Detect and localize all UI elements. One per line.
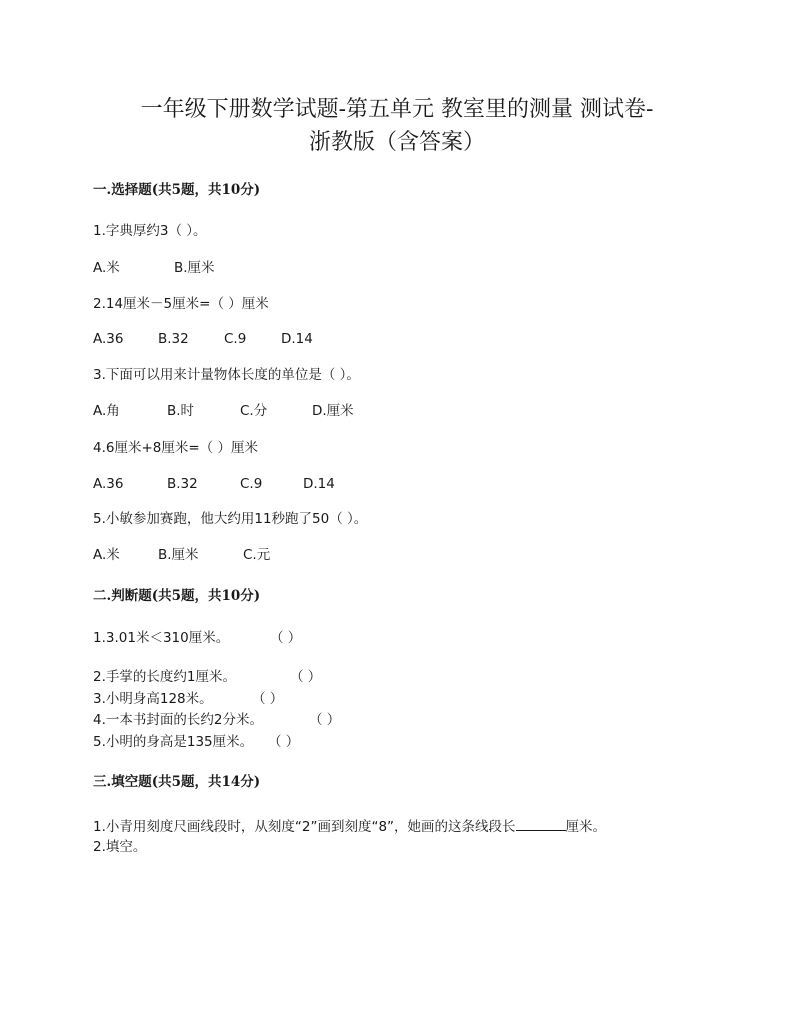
option: D.14 — [303, 476, 335, 492]
option: B.厘米 — [158, 547, 199, 563]
option: A.36 — [93, 476, 124, 492]
option: A.角 — [93, 403, 120, 419]
question-text: 2.填空。 — [93, 839, 147, 855]
question-text: 3.小明身高128米。 — [93, 691, 213, 707]
question-text: 1.小青用刻度尺画线段时，从刻度“2”画到刻度“8”，她画的这条线段长 — [93, 819, 516, 835]
question-text: 5.小明的身高是135厘米。 — [93, 734, 254, 750]
option: B.32 — [167, 476, 198, 492]
question-text: 4.6厘米+8厘米=（ ）厘米 — [93, 440, 258, 456]
document-title-line1: 一年级下册数学试题-第五单元 教室里的测量 测试卷- — [140, 97, 654, 122]
question-text: 1.字典厚约3（ ）。 — [93, 223, 207, 239]
section-heading-choice: 一.选择题(共5题，共10分) — [93, 182, 261, 198]
question-text: 4.一本书封面的长约2分米。 — [93, 712, 263, 728]
fill-question-1 — [93, 817, 606, 836]
answer-paren: （ ） — [290, 669, 322, 685]
question-text: 3.下面可以用来计量物体长度的单位是（ ）。 — [93, 367, 360, 383]
option: C.9 — [240, 476, 263, 492]
question-text: 1.3.01米＜310厘米。 — [93, 630, 230, 646]
option: A.米 — [93, 547, 120, 563]
section-heading-fill: 三.填空题(共5题，共14分) — [93, 774, 261, 790]
answer-blank — [516, 817, 566, 831]
option: B.厘米 — [174, 260, 215, 276]
option: B.时 — [167, 403, 195, 419]
option: A.36 — [93, 331, 124, 347]
question-text-suffix: 厘米。 — [565, 819, 607, 835]
option: D.14 — [281, 331, 313, 347]
question-text: 2.手掌的长度约1厘米。 — [93, 669, 236, 685]
option: D.厘米 — [312, 403, 354, 419]
document-title-line2: 浙教版（含答案） — [308, 130, 485, 155]
option: C.分 — [240, 403, 268, 419]
answer-paren: （ ） — [270, 630, 302, 646]
answer-paren: （ ） — [252, 691, 284, 707]
option: A.米 — [93, 260, 120, 276]
answer-paren: （ ） — [309, 712, 341, 728]
question-text: 2.14厘米－5厘米=（ ）厘米 — [93, 296, 269, 312]
option: C.9 — [224, 331, 247, 347]
answer-paren: （ ） — [268, 734, 300, 750]
option: B.32 — [158, 331, 189, 347]
section-heading-judgement: 二.判断题(共5题，共10分) — [93, 588, 261, 604]
question-text: 5.小敏参加赛跑，他大约用11秒跑了50（ ）。 — [93, 511, 368, 527]
option: C.元 — [243, 547, 271, 563]
